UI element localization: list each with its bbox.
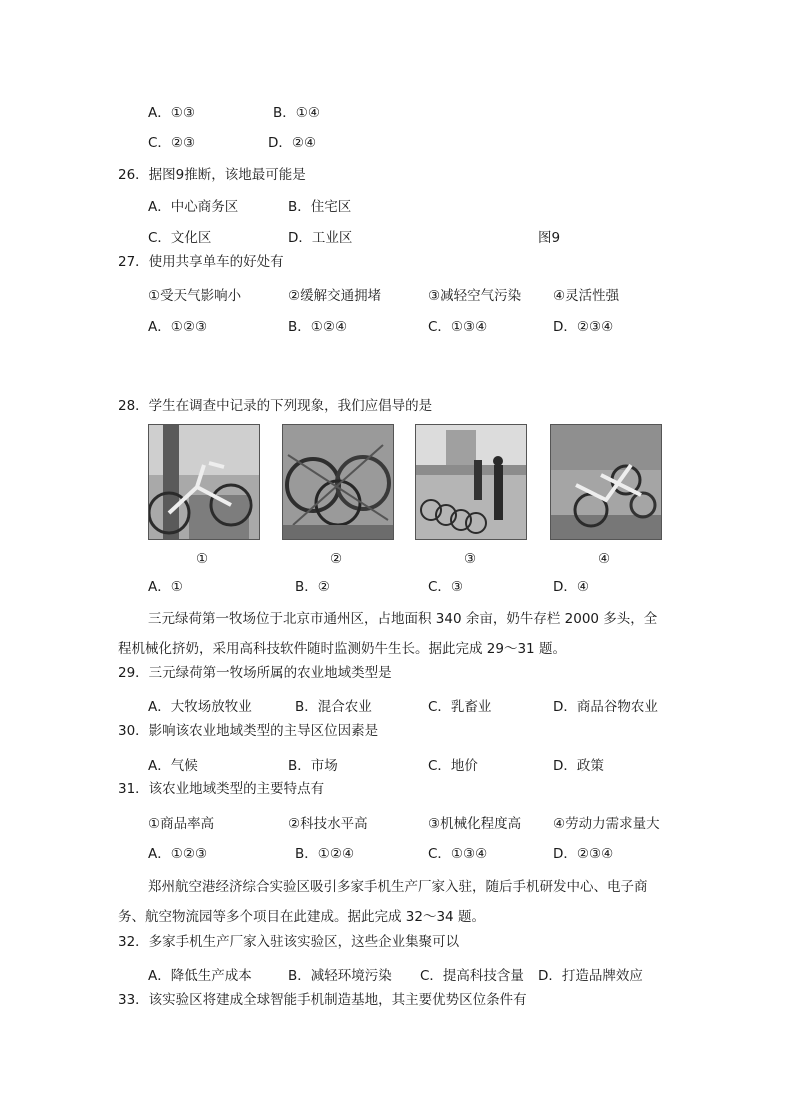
q30-option-a: A．气候 [148,758,198,774]
bike-photo-4 [550,424,662,540]
q32-option-c: C．提高科技含量 [420,968,524,984]
q31-option-b: B．①②④ [295,846,355,862]
q29-option-d: D．商品谷物农业 [553,699,658,715]
passage1-line1: 三元绿荷第一牧场位于北京市通州区，占地面积 340 余亩，奶牛存栏 2000 多头，全 [148,611,658,627]
q31-option-c: C．①③④ [428,846,488,862]
q32-option-b: B．减轻环境污染 [288,968,392,984]
q29-option-c: C．乳畜业 [428,699,492,715]
q26-option-a: A．中心商务区 [148,199,239,215]
q28-option-b: B．② [295,579,330,595]
bike-photo-2 [282,424,394,540]
q30-option-d: D．政策 [553,758,604,774]
q32-stem: 32．多家手机生产厂家入驻该实验区，这些企业集聚可以 [118,934,460,950]
q25-option-c: C．②③ [148,135,196,151]
q31-item-1: ①商品率高 [148,816,215,832]
bike-photo-3 [415,424,527,540]
passage2-line1: 郑州航空港经济综合实验区吸引多家手机生产厂家入驻，随后手机研发中心、电子商 [148,879,648,895]
q27-item-4: ④灵活性强 [553,288,620,304]
q31-option-a: A．①②③ [148,846,208,862]
q27-option-b: B．①②④ [288,319,348,335]
q28-option-a: A．① [148,579,183,595]
q25-option-a: A．①③ [148,105,195,121]
q25-option-b: B．①④ [273,105,320,121]
q31-stem: 31．该农业地域类型的主要特点有 [118,781,325,797]
q27-item-2: ②缓解交通拥堵 [288,288,382,304]
q26-stem: 26．据图9推断，该地最可能是 [118,167,306,183]
q25-option-d: D．②④ [268,135,317,151]
q26-option-d: D．工业区 [288,230,353,246]
q27-stem: 27．使用共享单车的好处有 [118,254,284,270]
passage2-line2: 务、航空物流园等多个项目在此建成。据此完成 32～34 题。 [118,909,485,925]
q30-option-b: B．市场 [288,758,338,774]
q27-option-d: D．②③④ [553,319,614,335]
q32-option-a: A．降低生产成本 [148,968,252,984]
q31-option-d: D．②③④ [553,846,614,862]
photo-label-1: ① [196,551,209,567]
q28-stem: 28．学生在调查中记录的下列现象，我们应倡导的是 [118,398,433,414]
q26-option-c: C．文化区 [148,230,212,246]
figure-9-caption: 图9 [538,230,561,246]
q27-item-1: ①受天气影响小 [148,288,242,304]
photo-label-3: ③ [464,551,477,567]
q28-option-c: C．③ [428,579,464,595]
q30-stem: 30．影响该农业地域类型的主导区位因素是 [118,723,379,739]
q32-option-d: D．打造品牌效应 [538,968,643,984]
q28-option-d: D．④ [553,579,589,595]
q27-option-a: A．①②③ [148,319,208,335]
q31-item-2: ②科技水平高 [288,816,368,832]
photo-label-4: ④ [598,551,611,567]
q31-item-3: ③机械化程度高 [428,816,522,832]
q26-option-b: B．住宅区 [288,199,352,215]
q30-option-c: C．地价 [428,758,478,774]
q27-item-3: ③减轻空气污染 [428,288,522,304]
bike-photo-1 [148,424,260,540]
passage1-line2: 程机械化挤奶，采用高科技软件随时监测奶牛生长。据此完成 29～31 题。 [118,641,566,657]
q29-option-a: A．大牧场放牧业 [148,699,252,715]
q27-option-c: C．①③④ [428,319,488,335]
q29-option-b: B．混合农业 [295,699,372,715]
photo-label-2: ② [330,551,343,567]
q29-stem: 29．三元绿荷第一牧场所属的农业地域类型是 [118,665,392,681]
q33-stem: 33．该实验区将建成全球智能手机制造基地，其主要优势区位条件有 [118,992,527,1008]
q31-item-4: ④劳动力需求量大 [553,816,660,832]
